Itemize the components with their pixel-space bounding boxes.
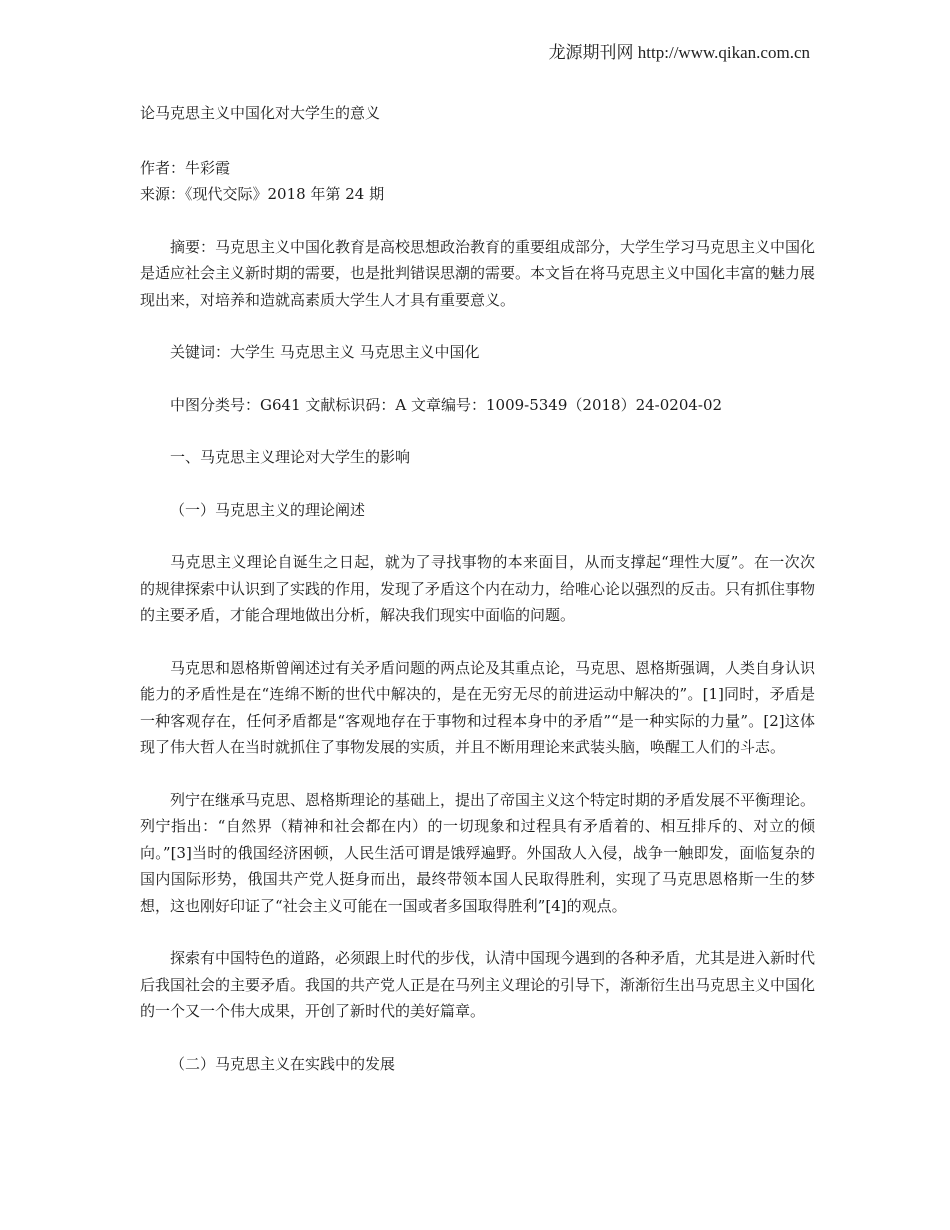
subsection-heading-1: （一）马克思主义的理论阐述 bbox=[170, 500, 366, 519]
body-paragraph: 马克思主义理论自诞生之日起，就为了寻找事物的本来面目，从而支撑起“理性大厦”。在一次次的规律探索中认识到了实践的作用，发现了矛盾这个内在动力，给唯心论以强烈的反击。只有抓住事物的主要矛盾，才能合理地做出分析，解决我们现实中面临的问题。 bbox=[140, 553, 816, 624]
body-paragraph: 列宁在继承马克思、恩格斯理论的基础上，提出了帝国主义这个特定时期的矛盾发展不平衡理论。列宁指出：“自然界（精神和社会都在内）的一切现象和过程具有矛盾着的、相互排斥的、对立的倾向。”[3]当时的俄国经济困顿，人民生活可谓是饿殍遍野。外国敌人入侵，战争一触即发，面临复杂的国内国际形势，俄国共产党人挺身而出，最终带领本国人民取得胜利，实现了马克思恩格斯一生的梦想，这也刚好印证了“社会主义可能在一国或者多国取得胜利”[4]的观点。 bbox=[140, 790, 816, 915]
section-heading-1: 一、马克思主义理论对大学生的影响 bbox=[170, 448, 411, 466]
author-line: 作者：牛彩霞 bbox=[140, 158, 231, 177]
keywords: 关键词：大学生 马克思主义 马克思主义中国化 bbox=[170, 343, 480, 361]
abstract: 摘要：马克思主义中国化教育是高校思想政治教育的重要组成部分，大学生学习马克思主义中国化是适应社会主义新时期的需要，也是批判错误思潮的需要。本文旨在将马克思主义中国化丰富的魅力展现出来，对培养和造就高素质大学生人才具有重要意义。 bbox=[140, 237, 816, 309]
subsection-heading-2: （二）马克思主义在实践中的发展 bbox=[170, 1054, 396, 1073]
body-paragraph: 马克思和恩格斯曾阐述过有关矛盾问题的两点论及其重点论，马克思、恩格斯强调，人类自身认识能力的矛盾性是在“连绵不断的世代中解决的，是在无穷无尽的前进运动中解决的”。[1]同时，矛盾是一种客观存在，任何矛盾都是“客观地存在于事物和过程本身中的矛盾”“是一种实际的力量”。[2]这体现了伟大哲人在当时就抓住了事物发展的实质，并且不断用理论来武装头脑，唤醒工人们的斗志。 bbox=[140, 658, 816, 756]
article-meta bbox=[140, 155, 815, 208]
body-paragraph: 探索有中国特色的道路，必须跟上时代的步伐，认清中国现今遇到的各种矛盾，尤其是进入新时代后我国社会的主要矛盾。我国的共产党人正是在马列主义理论的引导下，渐渐衍生出马克思主义中国化的一个又一个伟大成果，开创了新时代的美好篇章。 bbox=[140, 949, 816, 1020]
page-header: 龙源期刊网 http://www.qikan.com.cn bbox=[548, 43, 810, 62]
article-title: 论马克思主义中国化对大学生的意义 bbox=[140, 104, 381, 122]
classification: 中图分类号：G641 文献标识码：A 文章编号：1009-5349（2018）24-0204-02 bbox=[170, 395, 723, 414]
source-line: 来源：《现代交际》2018 年第 24 期 bbox=[140, 185, 385, 203]
article-body bbox=[140, 100, 815, 1103]
